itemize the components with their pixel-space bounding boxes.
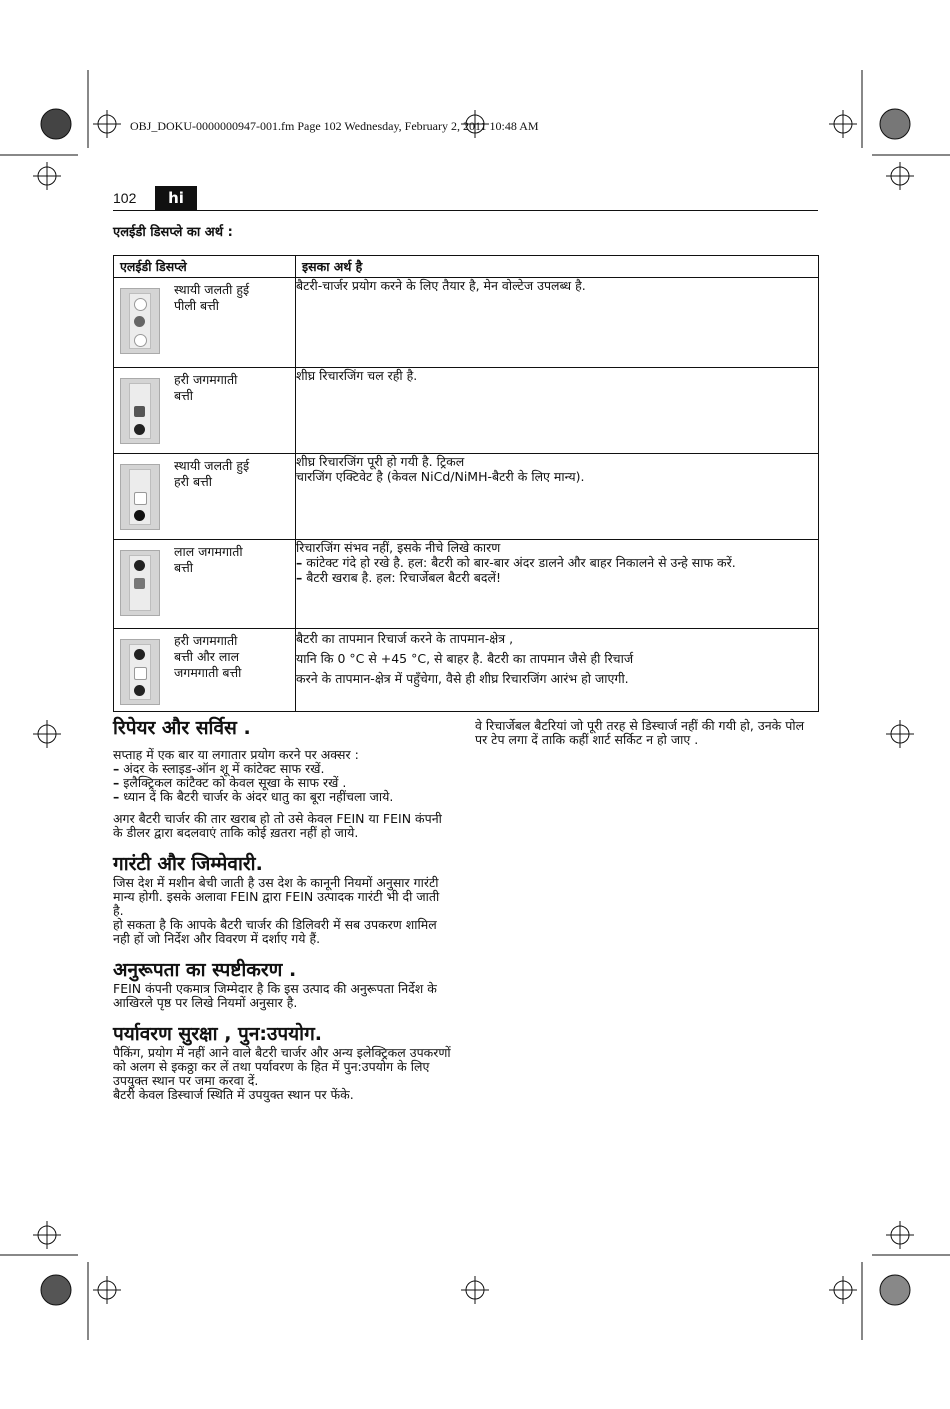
repair-intro: सप्ताह में एक बार या लगातार प्रयोग करने पर अक्सर : — [113, 747, 359, 762]
led-status-label: हरी जगमगाती बत्ती — [174, 372, 238, 403]
list-item: – कांटेक्ट गंदे हो रखे है. हल: बैटरी को बार-बार अंदर डालने और बाहर निकालने से उन्हे साफ करें. — [296, 555, 736, 570]
led-status-cell — [114, 629, 296, 712]
table-title: एलईडी डिसप्ले का अर्थ : — [113, 225, 233, 240]
section-title-warranty: गारंटी और जिम्मेवारी. — [113, 853, 263, 875]
green-steady-led-icon — [120, 464, 160, 530]
red-blinking-led-icon — [120, 550, 160, 616]
led-table — [113, 255, 819, 712]
green-red-blinking-led-icon — [120, 639, 160, 705]
list-item: – इलैक्ट्रिकल कांटैक्ट को केवल सूखा के साफ रखें . — [113, 775, 347, 790]
header-rule — [113, 210, 818, 211]
warranty-paragraph: हो सकता है कि आपके बैटरी चार्जर की डिलिवरी में सब उपकरण शामिल नही हों जो निर्देश और विवरण में दर्शाए गये हैं. — [113, 917, 437, 946]
table-row — [114, 454, 819, 540]
section-title-repair: रिपेयर और सर्विस . — [113, 717, 251, 739]
led-meaning-cell: शीघ्र रिचारजिंग पूरी हो गयी है. ट्रिकल चारजिंग एक्टिवेट है (केवल NiCd/NiMH-बैटरी के लिए मान्य). — [296, 454, 819, 540]
green-blinking-led-icon — [120, 378, 160, 444]
led-meaning-cell: बैटरी-चार्जर प्रयोग करने के लिए तैयार है, मेन वोल्टेज उपलब्ध है. — [296, 278, 819, 368]
repair-paragraph: अगर बैटरी चार्जर की तार खराब हो तो उसे केवल FEIN या FEIN कंपनी के डीलर द्वारा बदलवाएं ताकि कोई ख़तरा नहीं हो जाये. — [113, 811, 442, 840]
section-title-environment: पर्यावरण सुरक्षा , पुन:उपयोग. — [113, 1023, 323, 1045]
right-column — [475, 719, 815, 747]
battery-disposal-note: वे रिचार्जेबल बैटरियां जो पूरी तरह से डिस्चार्ज नहीं की गयी हो, उनके पोल पर टेप लगा दें ताकि कहीं शार्ट सर्किट न हो जाए . — [475, 718, 805, 747]
list-item: – अंदर के स्लाइड-ऑन शू में कांटेक्ट साफ रखें. — [113, 761, 325, 776]
led-status-cell — [114, 368, 296, 454]
environment-paragraph: बैटरी केवल डिस्चार्ज स्थिति में उपयुक्त स्थान पर फेंके. — [113, 1087, 354, 1102]
led-status-label: हरी जगमगाती बत्ती और लाल जगमगाती बत्ती — [174, 633, 242, 680]
section-title-conformity: अनुरूपता का स्पष्टीकरण . — [113, 959, 297, 981]
led-status-label: लाल जगमगाती बत्ती — [174, 544, 243, 575]
led-status-cell — [114, 278, 296, 368]
list-item: – ध्यान दें कि बैटरी चार्जर के अंदर धातु का बूरा नहींचला जाये. — [113, 789, 394, 804]
led-meaning-cell: शीघ्र रिचारजिंग चल रही है. — [296, 368, 819, 454]
header-led-display: एलईडी डिसप्ले — [114, 256, 296, 278]
led-status-label: स्थायी जलती हुई हरी बत्ती — [174, 458, 250, 489]
led-status-cell — [114, 454, 296, 540]
left-column — [113, 716, 453, 1102]
list-item: – बैटरी खराब है. हल: रिचार्जेबल बैटरी बदलें! — [296, 570, 501, 585]
table-row — [114, 629, 819, 712]
language-tab: hi — [155, 186, 197, 210]
yellow-steady-led-icon — [120, 288, 160, 354]
table-header-row — [114, 256, 819, 278]
page-number: 102 — [113, 190, 137, 206]
print-header-line: OBJ_DOKU-0000000947-001.fm Page 102 Wednesday, February 2, 2011 10:48 AM — [130, 119, 539, 133]
table-row — [114, 278, 819, 368]
header-meaning: इसका अर्थ है — [296, 256, 819, 278]
led-meaning-cell: बैटरी का तापमान रिचार्ज करने के तापमान-क्षेत्र , यानि कि 0 °C से +45 °C, से बाहर है. बैटरी का तापमान जैसे ही रिचार्ज करने के तापमान-क्षेत्र में पहुँचेगा, वैसे ही शीघ्र रिचारजिंग आरंभ हो जाएगी. — [296, 629, 819, 712]
environment-paragraph: पैकिंग, प्रयोग में नहीं आने वाले बैटरी चार्जर और अन्य इलेक्ट्रिकल उपकरणों को अलग से इकठ्ठा कर लें तथा पर्यावरण के हित में पुन:उपयोग के लिए उपयुक्त स्थान पर जमा करवा दें. — [113, 1045, 451, 1088]
table-row — [114, 540, 819, 629]
led-status-cell — [114, 540, 296, 629]
conformity-paragraph: FEIN कंपनी एकमात्र जिम्मेदार है कि इस उत्पाद की अनुरूपता निर्देश के आखिरले पृष्ठ पर लिखे नियमों अनुसार है. — [113, 981, 437, 1010]
table-row — [114, 368, 819, 454]
warranty-paragraph: जिस देश में मशीन बेची जाती है उस देश के कानूनी नियमों अनुसार गारंटी मान्य होगी. इसके अलावा FEIN द्वारा FEIN उत्पादक गारंटी भी दी जाती है. — [113, 875, 440, 918]
led-meaning-cell: रिचारजिंग संभव नहीं, इसके नीचे लिखे कारण – कांटेक्ट गंदे हो रखे है. हल: बैटरी को बार-बार अंदर डालने और बाहर निकालने से उन्हे साफ करें. – बैटरी खराब है. हल: रिचार्जेबल बैटरी बदलें! — [296, 540, 819, 629]
led-status-label: स्थायी जलती हुई पीली बत्ती — [174, 282, 250, 313]
